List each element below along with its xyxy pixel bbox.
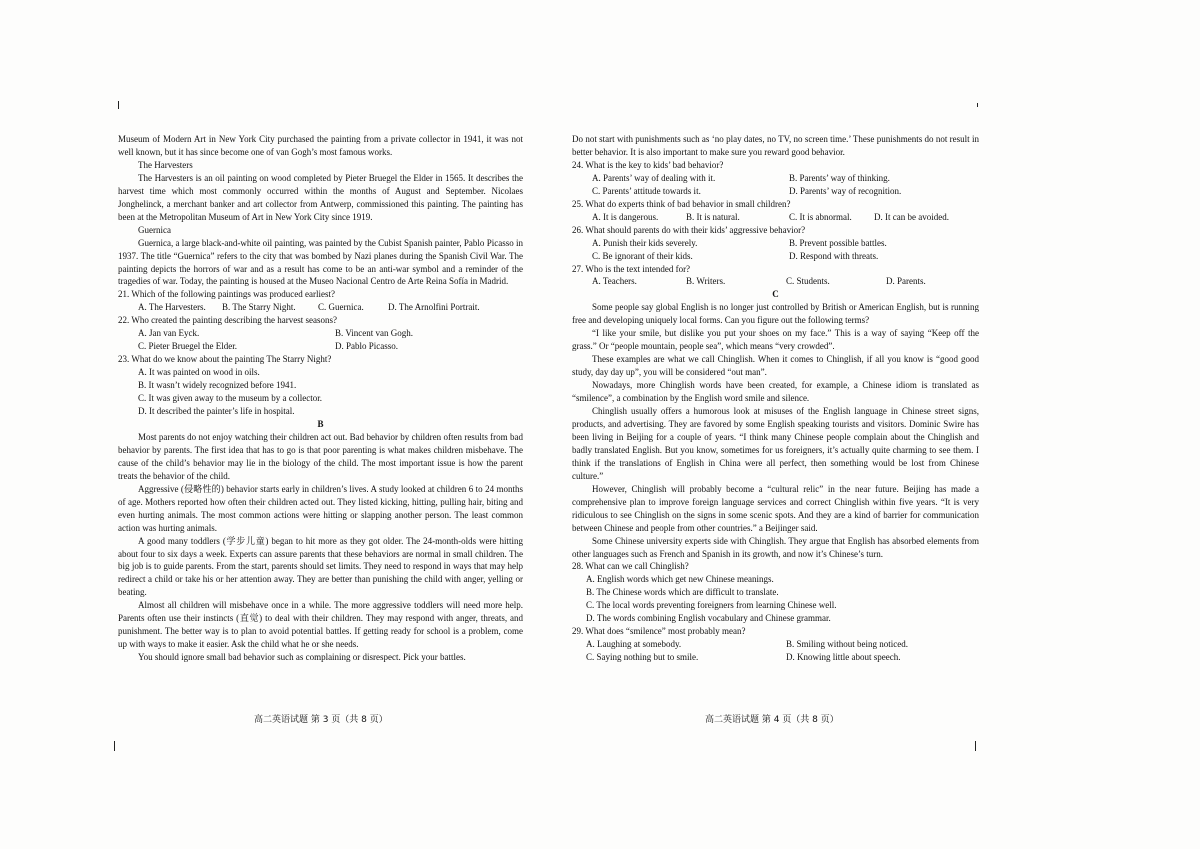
option: D. The Arnolfini Portrait. [388,302,480,313]
option: A. Punish their kids severely. [592,237,698,248]
option: B. The Starry Night. [222,302,296,313]
question-26: 26. What should parents do with their kids’ aggressive behavior? [572,224,806,235]
question-23: 23. What do we know about the painting The Starry Night? [118,354,332,365]
section-heading: Guernica [138,224,171,235]
question-24: 24. What is the key to kids’ bad behavior? [572,159,724,170]
registration-mark [118,101,119,109]
registration-mark [975,741,976,751]
question-29-options-row [572,651,979,664]
option: D. It described the painter’s life in hospital. [138,406,295,417]
paragraph: A good many toddlers (学步儿童) began to hit more as they got older. The 24-month-olds were hitting about four to six days a week. Experts can assure parents that these behaviors are normal in small children. The big job is to guide parents. From the start, parents should set limits. They need to respond in ways that may help redirect a child or take his or her attention away. They are better than punishing the child with anger, yelling or beating. [118,535,523,598]
question-25: 25. What do experts think of bad behavior in small children? [572,198,791,209]
option: C. Guernica. [318,302,364,313]
paragraph: “I like your smile, but dislike you put your shoes on my face.” This is a way of saying “Keep off the grass.” Or “people mountain, people sea”, which means “very crowded”. [572,328,979,352]
paragraph: Most parents do not enjoy watching their children act out. Bad behavior by children often results from bad behavior by parents. The first idea that has to go is that poor parenting is what makes children misbehave. The cause of the child’s behavior may lie in the biology of the child. The most important issue is how the parent treats the behavior of the child. [118,431,523,481]
page-3-column [118,133,523,664]
paragraph: Aggressive (侵略性的) behavior starts early in children’s lives. A study looked at children 6 to 24 months of age. Mothers reported how often their children acted out. They listed kicking, hitting, pulling hair, biting and even hurting animals. The most common actions were hitting or slapping another person. The least common action was hurting animals. [118,483,523,533]
option: B. The Chinese words which are difficult to translate. [586,587,779,598]
question-24-options-row [572,185,979,198]
registration-mark [977,103,978,107]
paragraph: Nowadays, more Chinglish words have been created, for example, a Chinese idiom is translated as “smilence”, a combination by the English word smile and silence. [572,380,979,404]
option: C. Be ignorant of their kids. [592,250,693,261]
option: C. Saying nothing but to smile. [586,652,699,663]
option: C. The local words preventing foreigners from learning Chinese well. [586,600,837,611]
option: C. Students. [786,276,830,287]
option: A. Parents’ way of dealing with it. [592,172,716,183]
option: B. It is natural. [686,211,740,222]
option: C. It was given away to the museum by a collector. [138,393,322,404]
question-26-options-row [572,250,979,263]
paragraph: However, Chinglish will probably become a “cultural relic” in the near future. Beijing has made a comprehensive plan to improve foreign language services and correct Chinglish within five years. “It is very ridiculous to see Chinglish on the signs in some scenic spots. And they are a kind of barrier for communication between Chinese and people from other countries.” a Beijinger said. [572,483,979,533]
paragraph: Do not start with punishments such as ‘no play dates, no TV, no screen time.’ These punishments do not result in better behavior. It is also important to make sure you reward good behavior. [572,134,979,157]
option: C. Pieter Bruegel the Elder. [138,341,237,352]
option: A. English words which get new Chinese meanings. [586,574,774,585]
option: B. It wasn’t widely recognized before 1941. [138,380,297,391]
paragraph: Chinglish usually offers a humorous look at misuses of the English language in Chinese street signs, products, and advertising. They are favored by some English speaking tourists and visitors. Dominic Swire has been living in Beijing for a couple of years. “I think many Chinese people complain about the Chinglish and badly translated English. But you know, sometimes for us foreigners, it’s actually quite charming to see them. I think if the translations of English in China were all perfect, then something would be lost from Chinese culture.” [572,406,979,481]
question-29: 29. What does “smilence” most probably mean? [572,626,746,637]
option: D. The words combining English vocabulary and Chinese grammar. [586,613,831,624]
question-27-options [572,275,979,288]
section-heading: The Harvesters [138,159,193,170]
question-28: 28. What can we call Chinglish? [572,561,689,572]
paragraph: Museum of Modern Art in New York City purchased the painting from a private collector in 1941, it was not well known, but it has since become one of van Gogh’s most famous works. [118,134,523,157]
option: D. Parents’ way of recognition. [789,185,902,196]
paragraph: Almost all children will misbehave once in a while. The more aggressive toddlers will need more help. Parents often use their instincts (直觉) to deal with their children. They may respond with anger, threats, and punishment. The better way is to plan to avoid potential battles. If getting ready for school is a problem, come up with ways to make it easier. Ask the child what he or she needs. [118,600,523,650]
registration-mark [114,741,115,751]
option: D. Pablo Picasso. [335,341,398,352]
option: D. Parents. [886,276,926,287]
question-22-options-row [118,340,523,353]
option: B. Writers. [686,276,726,287]
paragraph: The Harvesters is an oil painting on wood completed by Pieter Bruegel the Elder in 1565. It describes the harvest time which most commonly occurred within the months of August and September. Nicolaes Jonghelinck, a merchant banker and art collector from Antwerp, commissioned this painting. The painting has been at the Metropolitan Museum of Art in New York City since 1919. [118,172,523,222]
paragraph: You should ignore small bad behavior such as complaining or disrespect. Pick your battles. [138,652,466,663]
page-4-column [572,133,979,664]
section-label-b: B [317,418,324,429]
option: B. Smiling without being noticed. [786,639,908,650]
question-24-options-row [572,172,979,185]
option: D. Respond with threats. [789,250,879,261]
option: D. It can be avoided. [874,211,949,222]
paragraph: These examples are what we call Chinglish. When it comes to Chinglish, if all you know is “good good study, day day up”, you will be considered “out man”. [572,354,979,378]
option: A. Teachers. [592,276,637,287]
question-29-options-row [572,638,979,651]
question-25-options [572,211,979,224]
option: B. Parents’ way of thinking. [789,172,890,183]
option: A. The Harvesters. [138,302,206,313]
option: A. It was painted on wood in oils. [138,367,260,378]
question-21-options [118,301,523,314]
page-footer-left: 高二英语试题 第 3 页（共 8 页） [254,715,388,725]
section-label-c: C [772,289,779,300]
paragraph: Some people say global English is no longer just controlled by British or American English, but is running free and developing uniquely local forms. Can you figure out the following terms? [572,302,979,326]
option: B. Vincent van Gogh. [335,328,414,339]
option: A. Jan van Eyck. [138,328,200,339]
question-27: 27. Who is the text intended for? [572,263,691,274]
paragraph: Some Chinese university experts side with Chinglish. They argue that English has absorbed elements from other languages such as French and Spanish in its growth, and now it’s Chinese’s turn. [572,535,979,559]
option: D. Knowing little about speech. [786,652,901,663]
question-22: 22. Who created the painting describing the harvest seasons? [118,315,338,326]
option: A. It is dangerous. [592,211,659,222]
page-footer-right: 高二英语试题 第 4 页（共 8 页） [705,715,839,725]
option: C. Parents’ attitude towards it. [592,185,701,196]
option: C. It is abnormal. [789,211,852,222]
question-26-options-row [572,237,979,250]
paragraph: Guernica, a large black-and-white oil painting, was painted by the Cubist Spanish painter, Pablo Picasso in 1937. The title “Guernica” refers to the city that was bombed by Nazi planes during the Spanish Civil War. The painting depicts the horrors of war and as a result has come to be an anti-war symbol and a reminder of the tragedies of war. Today, the painting is housed at the Museo Nacional Centro de Arte Reina Sofía in Madrid. [118,237,523,287]
option: A. Laughing at somebody. [586,639,682,650]
question-21: 21. Which of the following paintings was produced earliest? [118,289,336,300]
option: B. Prevent possible battles. [789,237,887,248]
question-22-options-row [118,327,523,340]
